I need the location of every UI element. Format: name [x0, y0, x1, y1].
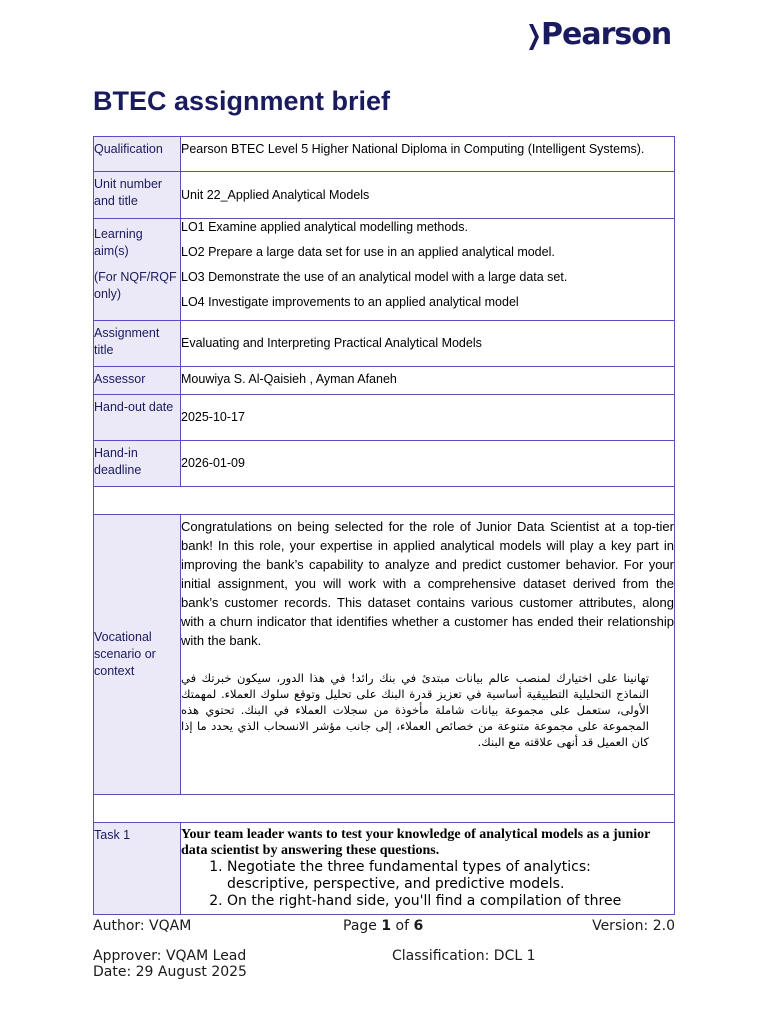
spacer-cell [94, 487, 675, 515]
scenario-label [94, 515, 181, 795]
footer-date: Date: 29 August 2025 [93, 964, 247, 980]
row-qualification [94, 137, 675, 172]
task1-item: 1. Negotiate the three fundamental types of analytics: descriptive, perspective, and predictive models. [227, 859, 674, 893]
handout-date: 2025-10-17 [181, 410, 245, 424]
row-handout [94, 395, 675, 441]
learning-aim-item: LO3 Demonstrate the use of an analytical model with a large data set. [181, 270, 568, 284]
task1-list [181, 859, 674, 910]
task1-label: Task 1 [94, 823, 181, 915]
assignment-title-label: Assignment title [94, 321, 181, 367]
pearson-logo-icon [527, 20, 541, 54]
handout-label: Hand-out date [94, 395, 181, 441]
row-assignment-title [94, 321, 675, 367]
scenario-arabic: تهانينا على اختيارك لمنصب عالم بيانات مبتدئ في بنك رائد! في هذا الدور، سيكون خبرتك في النماذج التحليلية التطبيقية أساسية في تعزيز قدرة البنك على تحليل وتوقع سلوك العملاء. لمهمتك الأولى، ستعمل على مجموعة بيانات شاملة مأخوذة من سجلات العملاء في البنك. تحتوي هذه المجموعة على مجموعة متنوعة من خصائص العملاء، إلى جانب مؤشر الانسحاب الذي يحدد ما إذا كان العميل قد أنهى علاقته مع البنك. [181, 671, 649, 749]
row-scenario [94, 515, 675, 795]
qualification-label: Qualification [94, 137, 181, 172]
learning-aims-list [181, 219, 675, 321]
learning-aims-label-cell [94, 219, 181, 321]
row-task1 [94, 823, 675, 915]
pearson-logo [527, 17, 675, 54]
task1-question: Your team leader wants to test your knowledge of analytical models as a junior data scientist by answering these questions. [181, 827, 651, 858]
handin-date: 2026-01-09 [181, 456, 245, 470]
learning-aim-item: LO1 Examine applied analytical modelling methods. [181, 220, 468, 234]
assignment-brief-table [93, 136, 675, 915]
handout-value [181, 395, 675, 441]
footer-classification: Classification: DCL 1 [392, 948, 536, 964]
footer-author: Author: VQAM [93, 918, 192, 934]
task1-item: 2. On the right-hand side, you'll find a compilation of three [227, 893, 674, 910]
assessor-value: Mouwiya S. Al-Qaisieh , Ayman Afaneh [181, 367, 675, 395]
footer-page-number [343, 918, 423, 934]
assignment-title-text: Evaluating and Interpreting Practical Analytical Models [181, 336, 482, 350]
row-assessor [94, 367, 675, 395]
unit-value [181, 172, 675, 219]
learning-aim-item: LO2 Prepare a large data set for use in an applied analytical model. [181, 245, 555, 259]
footer-approver: Approver: VQAM Lead [93, 948, 247, 964]
footer-version: Version: 2.0 [592, 918, 675, 934]
scenario-label-text: Vocational scenario or context [94, 630, 156, 678]
assignment-title-value [181, 321, 675, 367]
handin-label: Hand-in deadline [94, 441, 181, 487]
unit-label: Unit number and title [94, 172, 181, 219]
spacer-cell [94, 795, 675, 823]
learning-aim-item: LO4 Investigate improvements to an applied analytical model [181, 295, 519, 309]
learning-aims-note: (For NQF/RQF only) [94, 270, 177, 301]
page-prefix: Page [343, 918, 382, 934]
pearson-logo-text: Pearson [541, 17, 672, 52]
page-of: of [391, 918, 414, 934]
qualification-value: Pearson BTEC Level 5 Higher National Diploma in Computing (Intelligent Systems). [181, 137, 675, 172]
page-title: BTEC assignment brief [93, 86, 391, 116]
scenario-english: Congratulations on being selected for the role of Junior Data Scientist at a top-tier bank! In this role, your expertise in applied analytical models will play a key part in improving the bank’s capability to analyze and predict customer behavior. For your initial assignment, you will work with a comprehensive dataset derived from the bank’s customer records. This dataset contains various customer attributes, along with a churn indicator that identifies whether a customer has ended their relationship with the bank. [181, 519, 674, 648]
unit-value-text: Unit 22_Applied Analytical Models [181, 187, 370, 202]
page-current: 1 [381, 918, 392, 934]
learning-aims-label: Learning aim(s) [94, 227, 143, 258]
task1-content [181, 823, 675, 915]
row-unit [94, 172, 675, 219]
assessor-label: Assessor [94, 367, 181, 395]
handin-value [181, 441, 675, 487]
row-learning-aims [94, 219, 675, 321]
scenario-content [181, 515, 675, 795]
row-spacer [94, 795, 675, 823]
row-spacer [94, 487, 675, 515]
page-total: 6 [413, 918, 424, 934]
row-handin [94, 441, 675, 487]
